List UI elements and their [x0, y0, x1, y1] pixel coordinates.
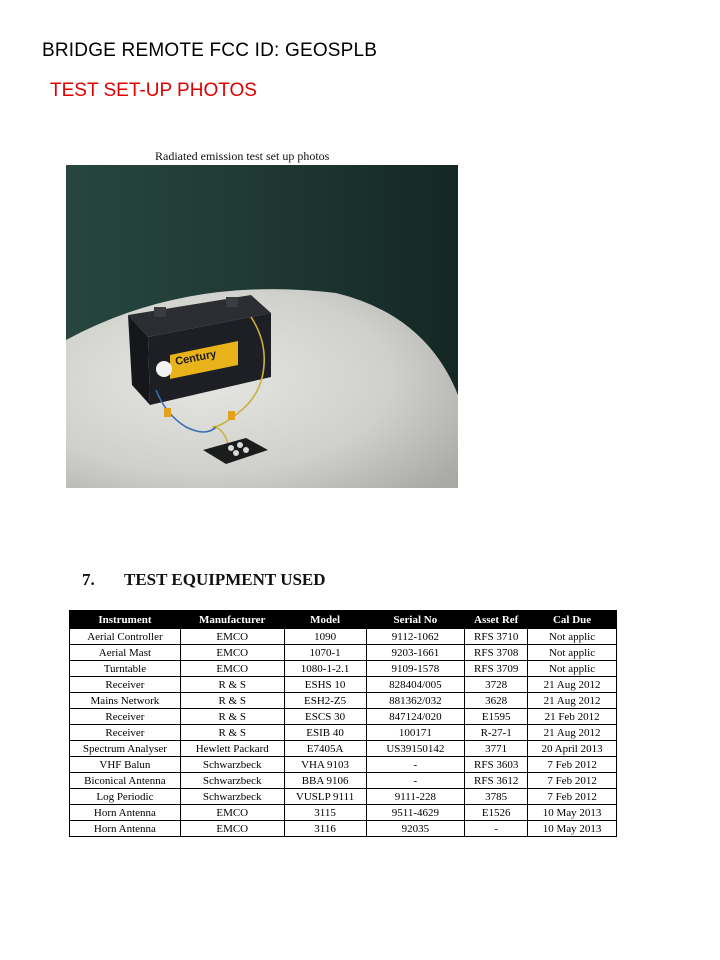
- table-cell: -: [465, 821, 528, 837]
- table-cell: Not applic: [528, 645, 617, 661]
- table-cell: EMCO: [180, 661, 284, 677]
- table-row: [70, 661, 617, 677]
- table-row: [70, 629, 617, 645]
- table-cell: RFS 3710: [465, 629, 528, 645]
- table-row: [70, 741, 617, 757]
- table-cell: 100171: [366, 725, 465, 741]
- table-cell: Receiver: [70, 677, 181, 693]
- table-cell: R & S: [180, 725, 284, 741]
- table-cell: Aerial Controller: [70, 629, 181, 645]
- table-cell: 1070-1: [284, 645, 366, 661]
- table-cell: 1090: [284, 629, 366, 645]
- table-cell: 9111-228: [366, 789, 465, 805]
- table-cell: Horn Antenna: [70, 821, 181, 837]
- table-cell: 21 Aug 2012: [528, 677, 617, 693]
- table-cell: 1080-1-2.1: [284, 661, 366, 677]
- table-cell: Schwarzbeck: [180, 773, 284, 789]
- table-cell: -: [366, 757, 465, 773]
- table-cell: VHA 9103: [284, 757, 366, 773]
- table-cell: 10 May 2013: [528, 821, 617, 837]
- table-cell: Spectrum Analyser: [70, 741, 181, 757]
- table-cell: 7 Feb 2012: [528, 757, 617, 773]
- table-cell: VUSLP 9111: [284, 789, 366, 805]
- table-row: [70, 757, 617, 773]
- table-cell: 847124/020: [366, 709, 465, 725]
- table-row: [70, 789, 617, 805]
- table-cell: 7 Feb 2012: [528, 789, 617, 805]
- column-header: Manufacturer: [180, 611, 284, 629]
- table-cell: RFS 3709: [465, 661, 528, 677]
- table-cell: Turntable: [70, 661, 181, 677]
- table-row: [70, 693, 617, 709]
- column-header: Asset Ref: [465, 611, 528, 629]
- table-cell: Not applic: [528, 629, 617, 645]
- table-cell: 21 Aug 2012: [528, 725, 617, 741]
- table-header-row: [70, 611, 617, 629]
- table-cell: 3115: [284, 805, 366, 821]
- column-header: Serial No: [366, 611, 465, 629]
- table-cell: R & S: [180, 677, 284, 693]
- table-cell: Schwarzbeck: [180, 789, 284, 805]
- table-cell: RFS 3612: [465, 773, 528, 789]
- table-cell: E7405A: [284, 741, 366, 757]
- table-row: [70, 725, 617, 741]
- table-cell: RFS 3603: [465, 757, 528, 773]
- table-cell: Horn Antenna: [70, 805, 181, 821]
- table-cell: Hewlett Packard: [180, 741, 284, 757]
- table-cell: 9109-1578: [366, 661, 465, 677]
- table-cell: EMCO: [180, 821, 284, 837]
- table-cell: ESIB 40: [284, 725, 366, 741]
- table-cell: ESH2-Z5: [284, 693, 366, 709]
- table-cell: 828404/005: [366, 677, 465, 693]
- table-cell: EMCO: [180, 645, 284, 661]
- table-cell: E1595: [465, 709, 528, 725]
- table-cell: R & S: [180, 693, 284, 709]
- section-heading: [82, 570, 326, 590]
- table-cell: US39150142: [366, 741, 465, 757]
- table-row: [70, 821, 617, 837]
- table-cell: Log Periodic: [70, 789, 181, 805]
- table-cell: Not applic: [528, 661, 617, 677]
- test-setup-photo: [66, 165, 458, 488]
- table-cell: EMCO: [180, 805, 284, 821]
- table-cell: 3785: [465, 789, 528, 805]
- table-cell: E1526: [465, 805, 528, 821]
- table-cell: Receiver: [70, 709, 181, 725]
- table-row: [70, 709, 617, 725]
- page-subtitle: TEST SET-UP PHOTOS: [50, 80, 257, 101]
- table-cell: 3116: [284, 821, 366, 837]
- table-cell: Aerial Mast: [70, 645, 181, 661]
- table-body: [70, 629, 617, 837]
- table-row: [70, 805, 617, 821]
- table-cell: 9203-1661: [366, 645, 465, 661]
- column-header: Instrument: [70, 611, 181, 629]
- table-cell: EMCO: [180, 629, 284, 645]
- table-cell: BBA 9106: [284, 773, 366, 789]
- table-cell: 3628: [465, 693, 528, 709]
- column-header: Model: [284, 611, 366, 629]
- table-cell: 9511-4629: [366, 805, 465, 821]
- table-cell: Receiver: [70, 725, 181, 741]
- column-header: Cal Due: [528, 611, 617, 629]
- table-cell: VHF Balun: [70, 757, 181, 773]
- table-cell: R & S: [180, 709, 284, 725]
- table-row: [70, 773, 617, 789]
- table-cell: Schwarzbeck: [180, 757, 284, 773]
- table-cell: ESCS 30: [284, 709, 366, 725]
- test-equipment-table: [69, 610, 617, 837]
- table-cell: Mains Network: [70, 693, 181, 709]
- table-cell: 20 April 2013: [528, 741, 617, 757]
- table-cell: 21 Feb 2012: [528, 709, 617, 725]
- table-row: [70, 677, 617, 693]
- table-cell: 3728: [465, 677, 528, 693]
- table-cell: 10 May 2013: [528, 805, 617, 821]
- table-cell: RFS 3708: [465, 645, 528, 661]
- section-title: TEST EQUIPMENT USED: [124, 570, 326, 589]
- battery-brand-label: Century: [174, 348, 218, 368]
- table-cell: Biconical Antenna: [70, 773, 181, 789]
- table-cell: 3771: [465, 741, 528, 757]
- page-title: BRIDGE REMOTE FCC ID: GEOSPLB: [42, 40, 378, 61]
- table-cell: 9112-1062: [366, 629, 465, 645]
- table-cell: 7 Feb 2012: [528, 773, 617, 789]
- table-row: [70, 645, 617, 661]
- photo-caption: Radiated emission test set up photos: [155, 149, 330, 163]
- section-number: 7.: [82, 570, 95, 589]
- table-cell: R-27-1: [465, 725, 528, 741]
- table-cell: 92035: [366, 821, 465, 837]
- table-cell: 21 Aug 2012: [528, 693, 617, 709]
- table-cell: -: [366, 773, 465, 789]
- table-cell: ESHS 10: [284, 677, 366, 693]
- table-cell: 881362/032: [366, 693, 465, 709]
